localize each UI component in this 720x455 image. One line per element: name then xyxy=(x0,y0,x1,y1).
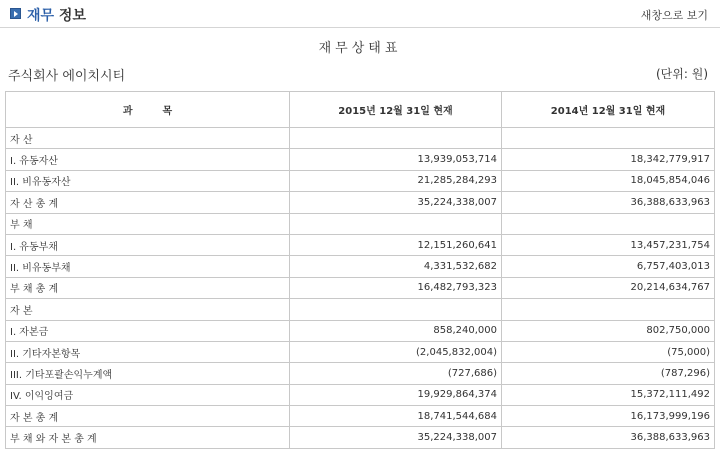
section-title-highlight: 재무 xyxy=(27,8,55,24)
document-title: 재무상태표 xyxy=(318,41,402,56)
value-2015: (727,686) xyxy=(290,363,502,384)
table-row xyxy=(6,149,715,170)
table-row xyxy=(6,213,715,234)
value-2015 xyxy=(290,128,502,149)
company-name: 주식회사 에이치시티 xyxy=(8,69,126,84)
value-2014: 36,388,633,963 xyxy=(502,192,715,213)
arrow-right-icon xyxy=(10,8,21,19)
balance-sheet-table xyxy=(5,91,715,449)
column-header-account: 과 목 xyxy=(6,92,290,128)
value-2014: 16,173,999,196 xyxy=(502,406,715,427)
table-row xyxy=(6,299,715,320)
section-title-rest: 정보 xyxy=(54,8,86,24)
value-2015: 4,331,532,682 xyxy=(290,256,502,277)
column-header-2015: 2015년 12월 31일 현재 xyxy=(290,92,502,128)
table-row xyxy=(6,234,715,255)
value-2014: 802,750,000 xyxy=(502,320,715,341)
table-body xyxy=(6,128,715,449)
row-label: II. 비유동자산 xyxy=(6,170,290,191)
unit-label: (단위: 원) xyxy=(656,67,708,81)
row-label: 자 본 xyxy=(6,299,290,320)
row-label: I. 유동자산 xyxy=(6,149,290,170)
value-2014 xyxy=(502,128,715,149)
row-label: I. 유동부채 xyxy=(6,234,290,255)
value-2014: (787,296) xyxy=(502,363,715,384)
row-label: III. 기타포괄손익누계액 xyxy=(6,363,290,384)
section-header xyxy=(0,0,720,28)
value-2015: 12,151,260,641 xyxy=(290,234,502,255)
table-row xyxy=(6,363,715,384)
value-2014: 20,214,634,767 xyxy=(502,277,715,298)
row-label: 부 채 xyxy=(6,213,290,234)
table-row xyxy=(6,192,715,213)
row-label: 자 산 총 계 xyxy=(6,192,290,213)
table-row xyxy=(6,277,715,298)
value-2015: 16,482,793,323 xyxy=(290,277,502,298)
value-2015: 35,224,338,007 xyxy=(290,192,502,213)
new-window-link[interactable]: 새창으로 보기 xyxy=(640,9,708,22)
value-2014 xyxy=(502,299,715,320)
row-label: 부 채 와 자 본 총 계 xyxy=(6,427,290,448)
value-2014: 18,045,854,046 xyxy=(502,170,715,191)
value-2014: 6,757,403,013 xyxy=(502,256,715,277)
value-2015 xyxy=(290,299,502,320)
value-2015: (2,045,832,004) xyxy=(290,341,502,362)
row-label: 자 산 xyxy=(6,128,290,149)
value-2015: 13,939,053,714 xyxy=(290,149,502,170)
table-row xyxy=(6,170,715,191)
row-label: I. 자본금 xyxy=(6,320,290,341)
value-2015 xyxy=(290,213,502,234)
value-2014: 13,457,231,754 xyxy=(502,234,715,255)
table-row xyxy=(6,256,715,277)
value-2014: 18,342,779,917 xyxy=(502,149,715,170)
value-2015: 18,741,544,684 xyxy=(290,406,502,427)
value-2015: 21,285,284,293 xyxy=(290,170,502,191)
row-label: II. 기타자본항목 xyxy=(6,341,290,362)
row-label: IV. 이익잉여금 xyxy=(6,384,290,405)
section-title xyxy=(27,5,86,25)
row-label: 자 본 총 계 xyxy=(6,406,290,427)
row-label: II. 비유동부채 xyxy=(6,256,290,277)
value-2014 xyxy=(502,213,715,234)
value-2014: 15,372,111,492 xyxy=(502,384,715,405)
table-row xyxy=(6,128,715,149)
value-2014: (75,000) xyxy=(502,341,715,362)
table-row xyxy=(6,320,715,341)
table-header-row xyxy=(6,92,715,128)
value-2015: 35,224,338,007 xyxy=(290,427,502,448)
value-2015: 19,929,864,374 xyxy=(290,384,502,405)
value-2014: 36,388,633,963 xyxy=(502,427,715,448)
table-row xyxy=(6,384,715,405)
row-label: 부 채 총 계 xyxy=(6,277,290,298)
table-row xyxy=(6,406,715,427)
table-row xyxy=(6,341,715,362)
column-header-2014: 2014년 12월 31일 현재 xyxy=(502,92,715,128)
table-row xyxy=(6,427,715,448)
value-2015: 858,240,000 xyxy=(290,320,502,341)
